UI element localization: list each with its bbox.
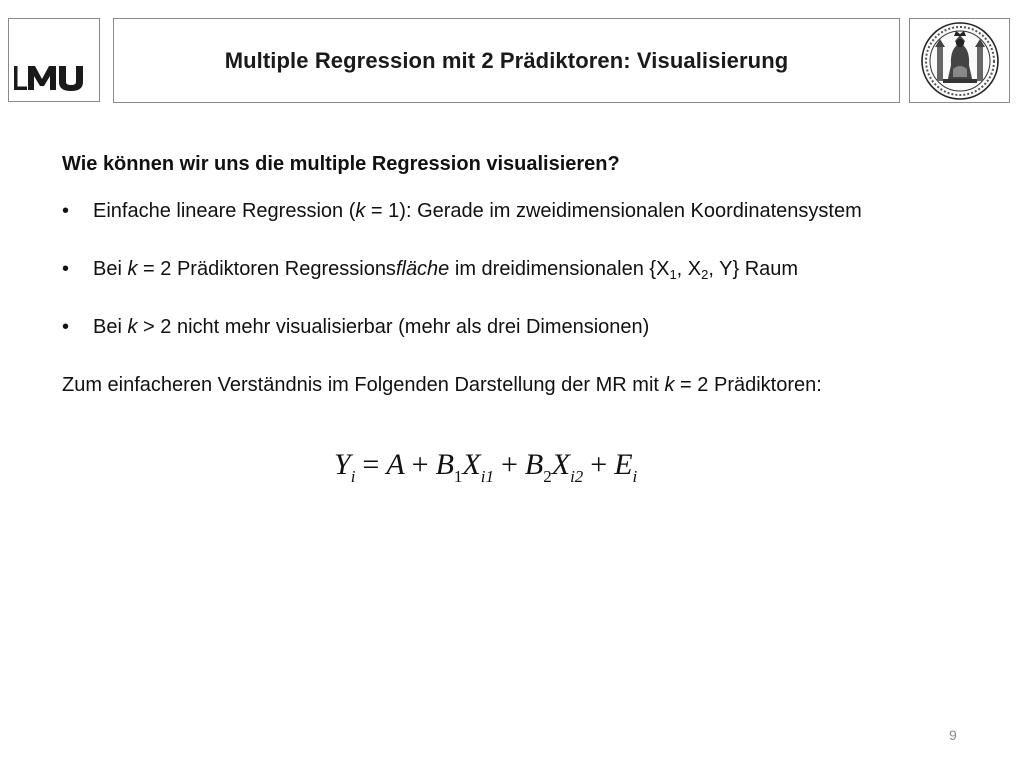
bullet-dot: • [62, 200, 70, 222]
slide-content [62, 152, 1002, 417]
formula-sub-i: i [350, 467, 356, 486]
formula-plus: + [411, 448, 429, 481]
formula-a: A [386, 448, 405, 481]
bullet-item [62, 257, 1002, 281]
formula-b1: B [435, 448, 454, 481]
bullet-text: = 2 Prädiktoren Regressions [137, 258, 396, 280]
university-seal [909, 18, 1010, 103]
formula-sub-i1: i1 [480, 467, 494, 486]
k-symbol: k [127, 316, 138, 338]
formula-sub-i2: i2 [570, 467, 584, 486]
formula-x2: X [551, 448, 571, 481]
bullet-text: > 2 nicht mehr visualisierbar (mehr als drei Dimensionen) [137, 316, 650, 338]
bullet-text: im dreidimensionalen {X [449, 258, 670, 280]
lmu-logo-icon [9, 19, 99, 101]
k-symbol: k [355, 200, 366, 222]
emphasis-text: fläche [395, 258, 450, 280]
bullet-text: Bei [93, 316, 128, 338]
subscript: 2 [701, 267, 709, 282]
bullet-text: Einfache lineare Regression ( [93, 200, 356, 222]
bullet-text: , X [676, 258, 702, 280]
bullet-item [62, 315, 1002, 339]
page-number: 9 [949, 727, 957, 743]
formula-y: Y [334, 448, 351, 481]
formula-plus: + [590, 448, 608, 481]
bullet-item [62, 199, 1002, 223]
logo-text: LMU [9, 19, 12, 20]
intro-paragraph [62, 373, 1002, 397]
subscript: 1 [669, 267, 677, 282]
formula-plus: + [500, 448, 518, 481]
formula-b2: B [524, 448, 544, 481]
bullet-text: Bei [93, 258, 128, 280]
lmu-logo [8, 18, 100, 102]
k-symbol: k [127, 258, 138, 280]
formula-sub-1: 1 [453, 467, 463, 486]
formula-e: E [614, 448, 633, 481]
formula-x1: X [462, 448, 481, 481]
formula-sub-2: 2 [543, 467, 552, 486]
title-box [113, 18, 900, 103]
bullet-text: = 1): Gerade im zweidimensionalen Koordinatensystem [365, 200, 862, 222]
bullet-dot: • [62, 316, 70, 338]
regression-formula [334, 448, 638, 486]
formula-sub-i: i [632, 467, 638, 486]
paragraph-text: Zum einfacheren Verständnis im Folgenden Darstellung der MR mit [62, 374, 665, 396]
university-seal-icon [913, 21, 1007, 101]
page-title: Multiple Regression mit 2 Prädiktoren: Visualisierung [224, 47, 789, 73]
k-symbol: k [664, 374, 675, 396]
question-heading: Wie können wir uns die multiple Regression visualisieren? [62, 153, 620, 175]
formula-equals: = [362, 448, 380, 481]
paragraph-text: = 2 Prädiktoren: [674, 374, 822, 396]
bullet-text: , Y} Raum [708, 258, 799, 280]
bullet-dot: • [62, 258, 70, 280]
